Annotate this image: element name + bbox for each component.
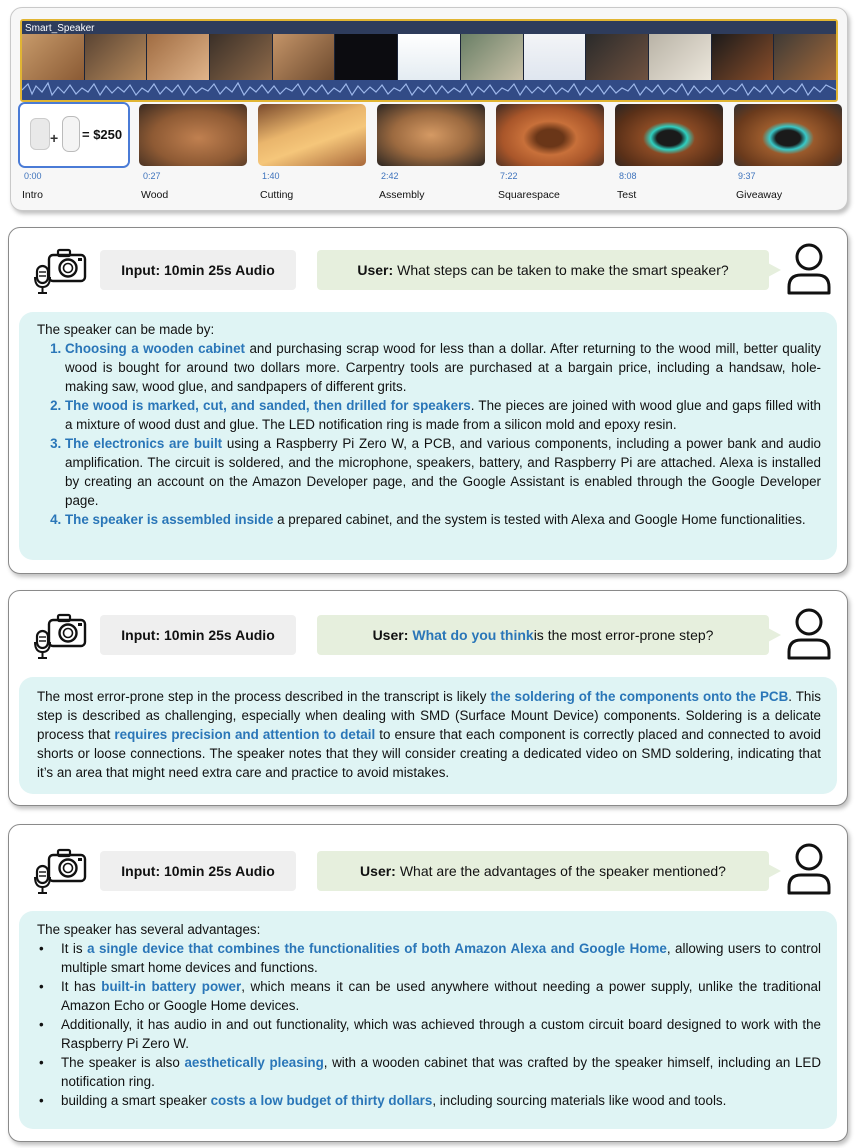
input-audio-chip: Input: 10min 25s Audio xyxy=(100,851,296,891)
answer-intro: The speaker has several advantages: xyxy=(37,922,261,937)
user-prefix: User: xyxy=(357,262,394,278)
video-title: Smart_Speaker xyxy=(25,23,95,34)
user-icon xyxy=(785,841,833,897)
user-prefix: User: xyxy=(372,627,409,643)
frame xyxy=(461,34,524,80)
chapter-thumbnail-squarespace[interactable] xyxy=(496,104,604,166)
steps-list xyxy=(37,339,821,529)
input-audio-chip: Input: 10min 25s Audio xyxy=(100,615,296,655)
chapter-thumbnail-assembly[interactable] xyxy=(377,104,485,166)
frame xyxy=(524,34,587,80)
chapter-time: 9:37 xyxy=(738,171,756,181)
chapter-thumbnail-cutting[interactable] xyxy=(258,104,366,166)
chapter-label[interactable]: Test xyxy=(617,189,637,201)
chapter-thumbnail-wood[interactable] xyxy=(139,104,247,166)
chapter-time: 8:08 xyxy=(619,171,637,181)
chapter-thumbnail-giveaway[interactable] xyxy=(734,104,842,166)
chapter-label[interactable]: Squarespace xyxy=(498,189,560,201)
frame xyxy=(85,34,148,80)
frame xyxy=(273,34,336,80)
chapter-thumbnail-intro[interactable]: + = $250 xyxy=(20,104,128,166)
camera-microphone-icon xyxy=(33,606,89,662)
advantages-list xyxy=(37,939,821,1110)
chapter-label[interactable]: Wood xyxy=(141,189,169,201)
chapter-thumbnail-test[interactable] xyxy=(615,104,723,166)
user-question: What are the advantages of the speaker mentioned? xyxy=(399,863,726,879)
frame xyxy=(22,34,85,80)
chapter-time: 2:42 xyxy=(381,171,399,181)
user-icon xyxy=(785,241,833,297)
list-item: 2. The wood is marked, cut, and sanded, then drilled for speakers. The pieces are joined with wood glue and gaps filled with a mixture of wood dust and glue. The LED notification ring is made from a silicon mold and epoxy resin. xyxy=(65,396,821,434)
chapter-time: 0:00 xyxy=(24,171,42,181)
user-question-bubble xyxy=(317,851,769,891)
filmstrip-frames xyxy=(22,34,836,80)
chapter-time: 7:22 xyxy=(500,171,518,181)
user-question-bubble: User: What do you think is the most error-prone step? xyxy=(317,615,769,655)
chapter-label[interactable]: Giveaway xyxy=(736,189,783,201)
answer-box xyxy=(19,911,837,1129)
user-prefix: User: xyxy=(360,863,396,879)
chapter-label[interactable]: Intro xyxy=(22,189,44,201)
user-question: What steps can be taken to make the smart speaker? xyxy=(397,262,729,278)
frame xyxy=(586,34,649,80)
camera-microphone-icon xyxy=(33,241,89,297)
qa-panel-steps xyxy=(8,227,848,574)
qa-panel-advantages xyxy=(8,824,848,1142)
frame xyxy=(335,34,398,80)
list-item: • It has built-in battery power, which means it can be used anywhere without needing a power supply, unlike the traditional Amazon Echo or Google Home devices. xyxy=(61,977,821,1015)
chapter-time: 0:27 xyxy=(143,171,161,181)
answer-box xyxy=(19,312,837,560)
user-icon xyxy=(785,606,833,662)
intro-price-text: = $250 xyxy=(82,127,123,142)
chapter-label[interactable]: Cutting xyxy=(260,189,294,201)
audio-waveform xyxy=(22,80,836,100)
frame xyxy=(712,34,775,80)
input-audio-chip: Input: 10min 25s Audio xyxy=(100,250,296,290)
frame xyxy=(210,34,273,80)
camera-microphone-icon xyxy=(33,841,89,897)
list-item: 4. The speaker is assembled inside a prepared cabinet, and the system is tested with Alexa and Google Home functionalities. xyxy=(65,510,821,529)
list-item: 1. Choosing a wooden cabinet and purchasing scrap wood for less than a dollar. After returning to the wood mill, better quality wood is bought for around two dollars more. Carpentry tools are purchased at a bargain price, including a handsaw, hole-making saw, wood glue, and sandpapers of different grits. xyxy=(65,339,821,396)
user-question-bubble xyxy=(317,250,769,290)
frame xyxy=(398,34,461,80)
list-item: • building a smart speaker costs a low budget of thirty dollars, including sourcing materials like wood and tools. xyxy=(61,1091,821,1110)
chapter-label[interactable]: Assembly xyxy=(379,189,425,201)
chapter-time: 1:40 xyxy=(262,171,280,181)
frame xyxy=(774,34,836,80)
list-item: • The speaker is also aesthetically pleasing, with a wooden cabinet that was crafted by the speaker himself, including an LED notification ring. xyxy=(61,1053,821,1091)
answer-box: The most error-prone step in the process described in the transcript is likely the soldering of the components onto the PCB. This step is described as challenging, especially when dealing with SMD (Surface Mount Device) components. Soldering is a delicate process that requires precision and attention to detail to ensure that each component is correctly placed and connected to avoid shorts or loose connections. The speaker notes that they will consider creating a dedicated video on SMD soldering, indicating that it’s an area that might need extra care and practice to avoid mistakes. xyxy=(19,677,837,794)
frame xyxy=(649,34,712,80)
video-timeline-panel xyxy=(10,7,848,211)
list-item: • It is a single device that combines the functionalities of both Amazon Alexa and Google Home, allowing users to control multiple smart home devices and functions. xyxy=(61,939,821,977)
list-item: 3. The electronics are built using a Raspberry Pi Zero W, a PCB, and various components, including a power bank and audio amplification. The circuit is soldered, and the microphone, speakers, battery, and Raspberry Pi are attached. Alexa is installed by creating an account on the Amazon Developer page, and the Google Assistant is enabled through the Google Developer page. xyxy=(65,434,821,510)
list-item: • Additionally, it has audio in and out functionality, which was achieved through a custom circuit board designed to work with the Raspberry Pi Zero W. xyxy=(61,1015,821,1053)
qa-panel-error-prone xyxy=(8,590,848,806)
frame xyxy=(147,34,210,80)
video-filmstrip[interactable] xyxy=(20,19,838,102)
answer-intro: The speaker can be made by: xyxy=(37,322,215,337)
